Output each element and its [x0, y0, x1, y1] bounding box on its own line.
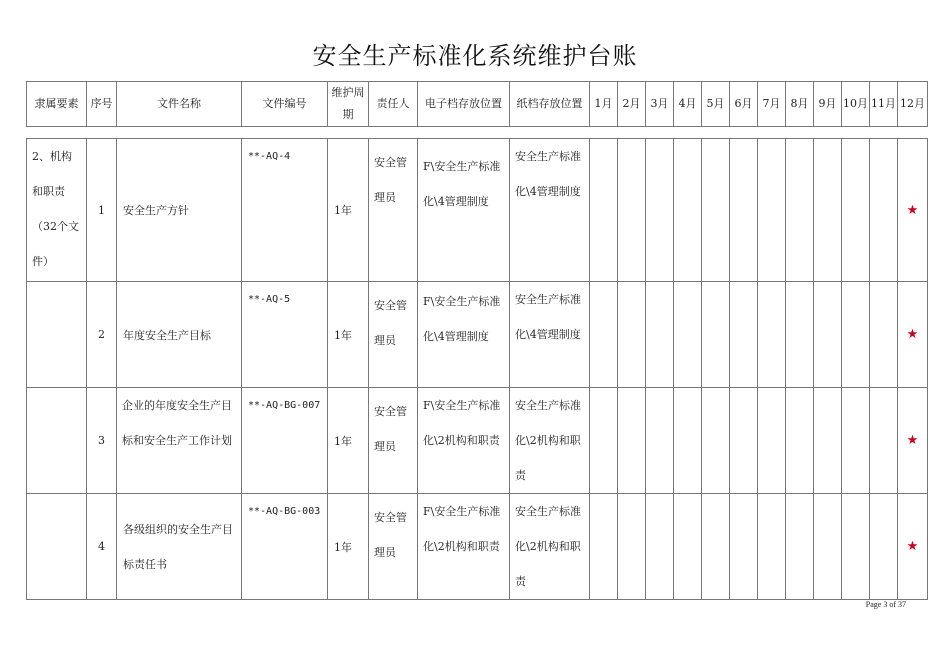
row-p-location: 安全生产标准化\4管理制度: [510, 282, 590, 388]
month-cell: [674, 139, 702, 282]
month-cell: [590, 282, 618, 388]
month-cell: [730, 282, 758, 388]
header-month-9: 9月: [814, 82, 842, 127]
header-month-4: 4月: [674, 82, 702, 127]
month-cell: [590, 139, 618, 282]
month-cell: [702, 139, 730, 282]
month-cell: [730, 388, 758, 494]
month-cell: [646, 139, 674, 282]
row-cycle: 1年: [328, 494, 369, 600]
header-month-5: 5月: [702, 82, 730, 127]
row-seq: 2: [87, 282, 117, 388]
month-cell: [702, 282, 730, 388]
row-code: **-AQ-4: [242, 139, 328, 282]
month-cell: [646, 282, 674, 388]
header-month-12: 12月: [898, 82, 928, 127]
header-month-2: 2月: [618, 82, 646, 127]
month-cell: [842, 388, 870, 494]
row-seq: 3: [87, 388, 117, 494]
row-name: 各级组织的安全生产目标责任书: [117, 494, 242, 600]
row-code: **-AQ-BG-003: [242, 494, 328, 600]
row-e-location: F\安全生产标准化\4管理制度: [418, 282, 510, 388]
month-cell: [814, 282, 842, 388]
header-name: 文件名称: [117, 82, 242, 127]
header-month-3: 3月: [646, 82, 674, 127]
table-row: [27, 388, 928, 494]
month-cell: [814, 388, 842, 494]
row-name: 安全生产方针: [117, 139, 242, 282]
month-cell: [786, 139, 814, 282]
header-month-6: 6月: [730, 82, 758, 127]
table-row: [27, 494, 928, 600]
group-label: 2、机构和职责（32个文件）: [27, 139, 87, 282]
row-cycle: 1年: [328, 139, 369, 282]
star-mark: ★: [898, 494, 928, 600]
row-owner: 安全管理员: [369, 494, 418, 600]
month-cell: [618, 388, 646, 494]
month-cell: [618, 494, 646, 600]
star-mark: ★: [898, 139, 928, 282]
header-p-location: 纸档存放位置: [510, 82, 590, 127]
row-p-location: 安全生产标准化\4管理制度: [510, 139, 590, 282]
group-empty: [27, 388, 87, 494]
month-cell: [786, 388, 814, 494]
month-cell: [870, 388, 898, 494]
row-name: 企业的年度安全生产目标和安全生产工作计划: [117, 388, 242, 494]
month-cell: [730, 494, 758, 600]
star-mark: ★: [898, 282, 928, 388]
header-month-10: 10月: [842, 82, 870, 127]
page-number: Page 3 of 37: [865, 600, 906, 609]
month-cell: [590, 494, 618, 600]
month-cell: [618, 282, 646, 388]
month-cell: [758, 282, 786, 388]
table-body: [26, 138, 928, 600]
header-month-11: 11月: [870, 82, 898, 127]
row-owner: 安全管理员: [369, 139, 418, 282]
month-cell: [870, 494, 898, 600]
month-cell: [646, 494, 674, 600]
row-seq: 1: [87, 139, 117, 282]
month-cell: [814, 494, 842, 600]
header-seq: 序号: [87, 82, 117, 127]
row-e-location: F\安全生产标准化\2机构和职责: [418, 388, 510, 494]
month-cell: [870, 282, 898, 388]
page-title: 安全生产标准化系统维护台账: [312, 42, 638, 70]
header-code: 文件编号: [242, 82, 328, 127]
month-cell: [758, 494, 786, 600]
month-cell: [618, 139, 646, 282]
month-cell: [674, 282, 702, 388]
table-row: [27, 282, 928, 388]
row-owner: 安全管理员: [369, 282, 418, 388]
month-cell: [842, 282, 870, 388]
month-cell: [786, 282, 814, 388]
star-mark: ★: [898, 388, 928, 494]
month-cell: [842, 494, 870, 600]
table-row: [27, 139, 928, 282]
row-e-location: F\安全生产标准化\4管理制度: [418, 139, 510, 282]
month-cell: [646, 388, 674, 494]
month-cell: [702, 388, 730, 494]
table-header: [26, 81, 928, 127]
row-seq: 4: [87, 494, 117, 600]
month-cell: [702, 494, 730, 600]
month-cell: [674, 388, 702, 494]
header-e-location: 电子档存放位置: [418, 82, 510, 127]
month-cell: [758, 139, 786, 282]
header-month-1: 1月: [590, 82, 618, 127]
group-empty: [27, 494, 87, 600]
row-owner: 安全管理员: [369, 388, 418, 494]
row-name: 年度安全生产目标: [117, 282, 242, 388]
month-cell: [730, 139, 758, 282]
header-owner: 责任人: [369, 82, 418, 127]
month-cell: [786, 494, 814, 600]
month-cell: [590, 388, 618, 494]
row-cycle: 1年: [328, 282, 369, 388]
header-element: 隶属要素: [27, 82, 87, 127]
row-cycle: 1年: [328, 388, 369, 494]
month-cell: [814, 139, 842, 282]
header-month-7: 7月: [758, 82, 786, 127]
month-cell: [870, 139, 898, 282]
row-code: **-AQ-5: [242, 282, 328, 388]
header-cycle: 维护周期: [328, 82, 369, 127]
header-month-8: 8月: [786, 82, 814, 127]
month-cell: [758, 388, 786, 494]
month-cell: [842, 139, 870, 282]
row-p-location: 安全生产标准化\2机构和职责: [510, 388, 590, 494]
row-e-location: F\安全生产标准化\2机构和职责: [418, 494, 510, 600]
row-code: **-AQ-BG-007: [242, 388, 328, 494]
row-p-location: 安全生产标准化\2机构和职责: [510, 494, 590, 600]
month-cell: [674, 494, 702, 600]
group-empty: [27, 282, 87, 388]
